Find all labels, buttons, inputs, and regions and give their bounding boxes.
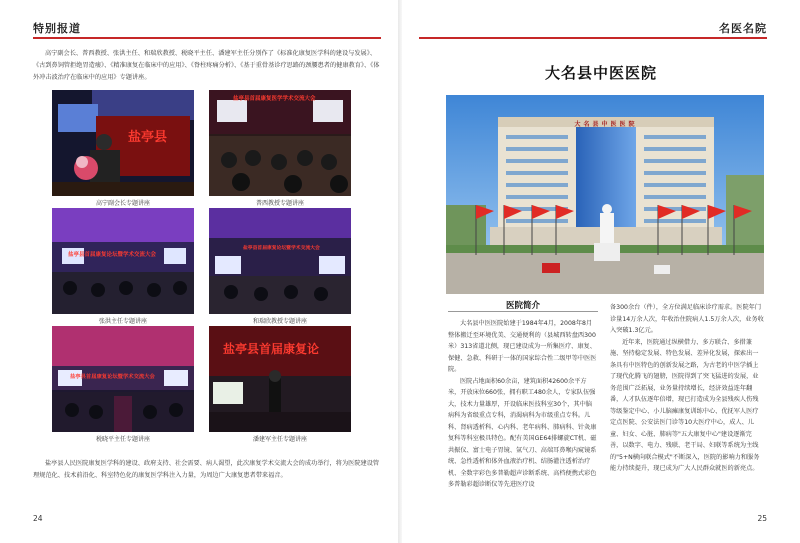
body-paragraph: 备300余台（件），全方位满足临床诊疗需求。医院年门诊量14万余人次，年收治住院病人1.5万余人次，业务收入突破1.3亿元。 — [610, 304, 764, 334]
lecture-photo-3 — [52, 208, 194, 314]
lecture-photo-3-image — [52, 208, 194, 314]
intro-paragraph: 高宁副会长、普西教授、张洪主任、和瑞欣教授、税晓平主任、潘建军主任分别作了《标准化康复医学科的建设与发展》、《古到鼻饲管拒绝胃造瘘》、《精准康复在临床中的应用》、《脊柱疼痛分析》、《基于重骨基诊疗思路的颈腰患者的健康教育》、《体外冲击波治疗在临床中的应用》专题讲座。 — [33, 50, 380, 81]
lecture-photo-1 — [52, 90, 194, 196]
lecture-photo-2-image — [209, 90, 351, 196]
page-number: 25 — [757, 514, 767, 523]
photo-caption: 和瑞欣教授专题讲座 — [252, 318, 307, 325]
section-rule — [448, 311, 598, 312]
hospital-photo — [446, 95, 764, 294]
banner-text: 盐亭县首届康复医学学术交流大会 — [233, 96, 316, 102]
lecture-photo-4 — [209, 208, 351, 314]
page-number: 24 — [33, 514, 43, 523]
right-page — [402, 0, 800, 543]
photo-caption: 普西教授专题讲座 — [255, 200, 304, 207]
article-title: 大名县中医医院 — [544, 64, 657, 82]
section-header: 特别报道 — [33, 22, 81, 35]
lecture-photo-1-image — [52, 90, 194, 196]
banner-text: 盐亭县首届康复论坛暨学术交流大会 — [68, 252, 157, 258]
header-rule — [419, 37, 767, 39]
banner-text: 盐亭县首届康复论坛暨学术交流大会 — [70, 374, 155, 380]
left-page — [0, 0, 398, 543]
section-header: 名医名院 — [719, 22, 767, 35]
section-heading: 医院简介 — [505, 301, 540, 311]
photo-caption: 高宁副会长专题讲座 — [95, 200, 150, 207]
lecture-photo-6 — [209, 326, 351, 432]
lecture-photo-4-image — [209, 208, 351, 314]
banner-text: 盐亭县 — [128, 130, 168, 145]
body-paragraph: 医院占地面积60余亩，建筑面积42600余平方米，开放床位660张，拥有职工480余人，专家队伍强大，技术力量雄厚，开设临床医技科室30个，其中脑病科为省级重点专科，消渴病科为市级重点专科。儿科、肾病透析科、心内科、老年病科、肺病科、针灸康复科等科室极具特色。配有美国GE64排螺旋CT机、磁共振仪、富士电子胃镜、氩气刀、高端耳鼻喉内窥镜系统、急性透析和体外血液治疗机、结肠灌注透析治疗机、全数字彩色多普勒超声诊断系统、高档便携式彩色多普勒彩超诊断仪等先进医疗设 — [448, 377, 597, 488]
closing-paragraph: 盐亭县人民医院康复医学科的建设、政府支持、社会需要、病人渴望，此次康复学术交流大会的成功举行，将为医院建设管理规范化、技术前沿化、科室特色化的康复医学科注入力量，为周边广大康复患者带来福音。 — [33, 460, 380, 479]
photo-caption: 潘建军主任专题讲座 — [252, 436, 307, 443]
banner-text: 盐亭县首届康复论 — [223, 342, 320, 356]
photo-caption: 张洪主任专题讲座 — [98, 318, 147, 325]
body-paragraph: 近年来，医院通过纵横借力、多方联合、多措兼施、坚持稳定发展、特色发展、差异化发展，探索出一条具有中医特色的创新发展之路，为古老的中医学插上了现代化腾飞的翅膀，医院得到了突飞猛进的发展，业务范围广泛拓展，业务量持续增长，经济效益连年翻番，人才队伍逐年倍增，现已打造成为全县残疾人伤残等级鉴定中心、小儿脑瘫康复训练中心、优抚军人医疗定点医院、公安法医门诊等10大医疗中心，成人、儿童、妇女、心脏、肺病等"五大康复中心"建设逐渐完善，以数字、电力、残联、老干局、妇联等系统为主线的"5+N横向联合模式"不断深入，医院的影响力和服务能力持续提升，现已成为广大人民群众就医的新亮点。 — [610, 338, 760, 472]
banner-text: 盐亭县首届康复论坛暨学术交流大会 — [243, 246, 320, 251]
photo-caption: 税晓平主任专题讲座 — [95, 436, 150, 443]
body-paragraph: 大名县中医医院始建于1984年4月，2008年8月整体搬迁至环境优美、交通便利的（县城西转盘西300米）313省道北侧，现已建设成为一所集医疗、康复、保健、急救、科研于一体的国家综合性二级甲等中医医院。 — [448, 320, 597, 373]
body-column-b — [610, 302, 764, 475]
building-sign: 大名县中医医院 — [574, 121, 638, 128]
body-column-a — [448, 318, 598, 491]
lecture-photo-5 — [52, 326, 194, 432]
header-rule — [33, 37, 381, 39]
lecture-photo-2 — [209, 90, 351, 196]
